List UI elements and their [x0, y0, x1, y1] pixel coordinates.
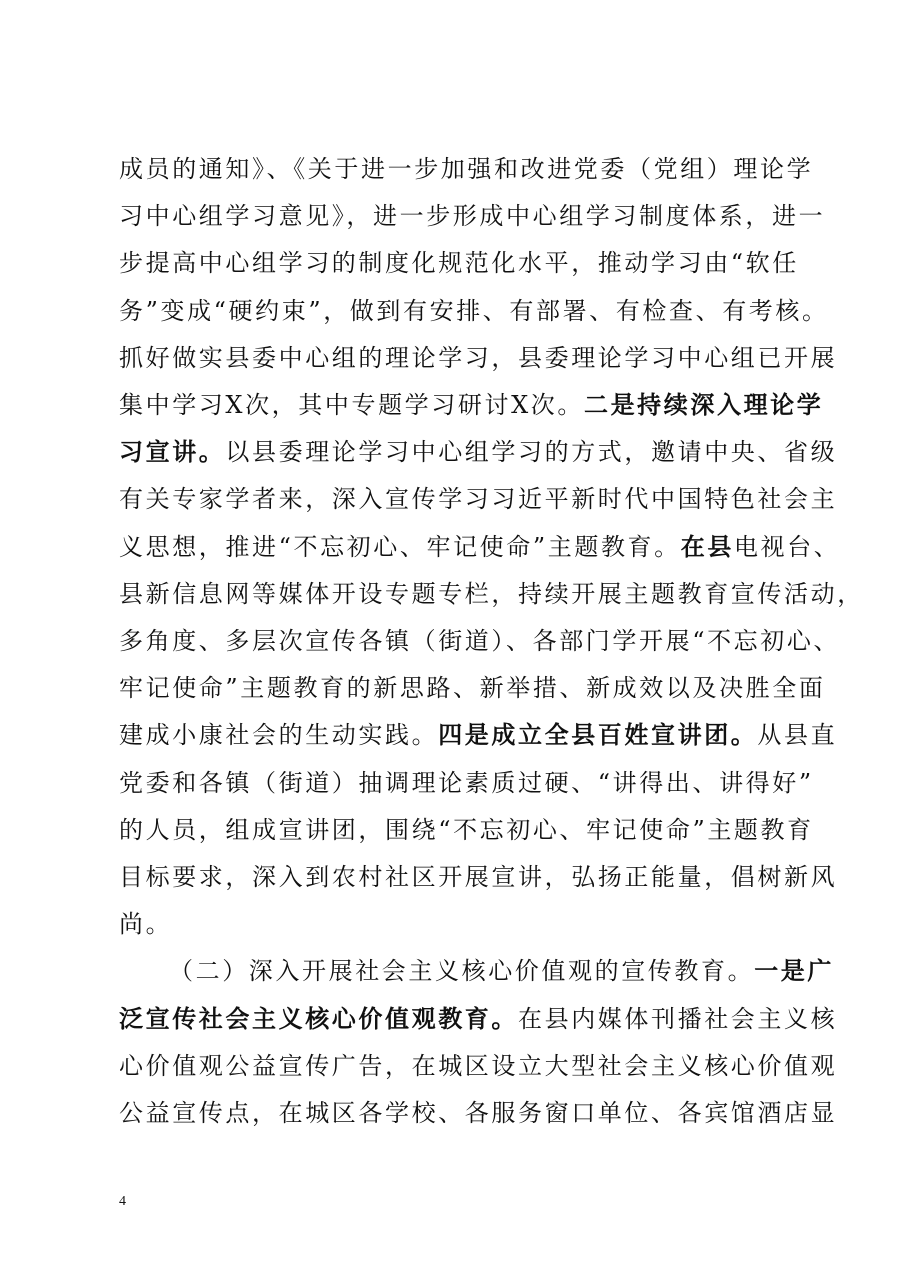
text-run: 习中心组学习意见》，进一步形成中心组学习制度体系，进一 [119, 202, 826, 231]
text-line [119, 1097, 837, 1129]
text-line [119, 767, 814, 799]
text-run: 以县委理论学习中心组学习的方式，邀请中央、省级 [225, 438, 838, 467]
text-run: 从县直 [757, 721, 838, 750]
text-line [119, 200, 825, 232]
bold-text-run: 四是成立全县百姓宣讲团。 [438, 721, 758, 750]
text-line [119, 483, 837, 515]
text-run: 公益宣传点，在城区各学校、各服务窗口单位、各宾馆酒店显 [119, 1099, 838, 1127]
bold-text-run: 二是持续深入理论学 [583, 391, 824, 419]
text-line [119, 1003, 837, 1035]
text-run: 务”变成“硬约束”，做到有安排、有部署、有检查、有考核。 [119, 296, 829, 325]
text-line [119, 342, 837, 374]
text-run: 目标要求，深入到农村社区开展宣讲，弘扬正能量，倡树新风 [119, 863, 838, 891]
text-line [119, 908, 172, 940]
bold-text-run: 习宣讲。 [119, 438, 226, 467]
text-run: 抓好做实县委中心组的理论学习，县委理论学习中心组已开展 [119, 343, 838, 372]
text-line [119, 861, 837, 893]
text-run: （二）深入开展社会主义核心价值观的宣传教育。 [169, 957, 755, 986]
text-line [119, 1050, 837, 1082]
text-line [119, 578, 864, 610]
bold-text-run: 在县 [680, 532, 734, 561]
bold-text-run: 一是广 [754, 957, 835, 986]
text-run: 集中学习X次，其中专题学习研讨X次。 [119, 391, 584, 419]
text-line [119, 295, 829, 327]
text-line [119, 531, 840, 563]
text-run: 的人员，组成宣讲团，围绕“不忘初心、牢记使命”主题教育 [119, 815, 814, 844]
text-line [119, 814, 814, 846]
text-line [119, 672, 825, 704]
text-run: 尚。 [119, 910, 173, 939]
text-line [119, 247, 799, 279]
text-run: 电视台、 [733, 532, 841, 561]
text-line [119, 719, 837, 751]
text-line [119, 625, 840, 657]
page-number: 4 [119, 1194, 126, 1209]
text-run: 多角度、多层次宣传各镇（街道）、各部门学开展“不忘初心、 [119, 627, 841, 655]
text-run: 在县内媒体刊播社会主义核 [518, 1004, 838, 1033]
text-line [169, 955, 834, 987]
text-run: 成员的通知》、《关于进一步加强和改进党委（党组）理论学 [119, 155, 814, 183]
text-run: 有关专家学者来，深入宣传学习习近平新时代中国特色社会主 [119, 485, 838, 514]
bold-text-run: 泛宣传社会主义核心价值观教育。 [119, 1004, 518, 1033]
text-run: 县新信息网等媒体开设专题专栏，持续开展主题教育宣传活动， [119, 579, 864, 608]
text-run: 义思想，推进“不忘初心、牢记使命”主题教育。 [119, 532, 681, 561]
text-run: 心价值观公益宣传广告，在城区设立大型社会主义核心价值观 [119, 1051, 838, 1080]
text-run: 牢记使命”主题教育的新思路、新举措、新成效以及决胜全面 [119, 674, 826, 703]
text-run: 步提高中心组学习的制度化规范化水平，推动学习由“软任 [119, 249, 799, 278]
text-run: 党委和各镇（街道）抽调理论素质过硬、“讲得出、讲得好” [119, 768, 814, 797]
text-line [119, 389, 823, 421]
text-line [119, 153, 813, 185]
text-line [119, 436, 837, 468]
text-run: 建成小康社会的生动实践。 [119, 721, 439, 750]
